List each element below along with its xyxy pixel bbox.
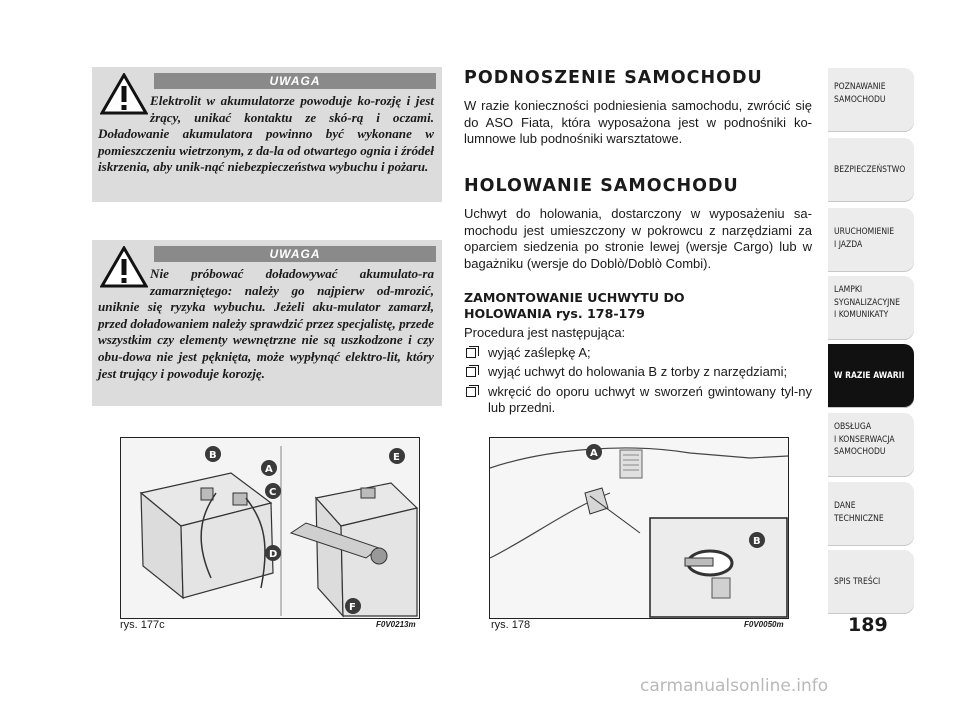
subsection-title (464, 290, 812, 321)
tab-obsluga-i-konserwacja[interactable]: OBSŁUGA I KONSERWACJA SAMOCHODU (828, 413, 914, 477)
checkbox-bullet-icon (466, 367, 476, 377)
marker-a (261, 460, 277, 476)
page-number: 189 (848, 614, 888, 636)
tab-uruchomienie-i-jazda[interactable]: URUCHOMIENIE I JAZDA (828, 208, 914, 272)
subsection-title-line2: HOLOWANIA rys. 178-179 (464, 305, 645, 321)
warning-box-frozen-battery (92, 240, 442, 406)
marker-a (586, 444, 602, 460)
svg-text:B: B (209, 450, 217, 461)
marker-b (749, 532, 765, 548)
subsection-title-line1: ZAMONTOWANIE UCHWYTU DO (464, 290, 685, 305)
procedure-steps (464, 345, 812, 417)
tab-spis-tresci[interactable]: SPIS TREŚCI (828, 550, 914, 614)
tab-lampki-sygnalizacyjne[interactable]: LAMPKI SYGNALIZACYJNE I KOMUNIKATY (828, 276, 914, 340)
svg-text:C: C (269, 487, 277, 498)
section-title: PODNOSZENIE SAMOCHODU (464, 68, 763, 88)
checkbox-bullet-icon (466, 387, 476, 397)
figure-code: F0V0050m (744, 620, 784, 629)
section-text: W razie konieczności podniesienia samochodu, zwrócić się do ASO Fiata, która wyposażona jest w podnośniki ko-lumnowe lub podnośniki warsztatowe. (464, 98, 812, 146)
svg-text:B: B (753, 536, 761, 547)
tab-dane-techniczne[interactable]: DANE TECHNICZNE (828, 482, 914, 546)
figure-caption: rys. 178 (491, 619, 531, 631)
warning-box-electrolyte (92, 67, 442, 202)
list-item: wkręcić do oporu uchwyt w sworzeń gwintowany tyl-ny lub przedni. (464, 384, 812, 417)
svg-text:D: D (269, 549, 278, 560)
svg-text:A: A (265, 464, 273, 475)
tab-poznawanie-samochodu[interactable]: POZNAWANIE SAMOCHODU (828, 68, 914, 132)
marker-f (345, 598, 361, 614)
list-item: wyjąć zaślepkę A; (464, 345, 812, 362)
marker-e (389, 448, 405, 464)
warning-text: Nie próbować doładowywać akumulato-ra zamarzniętego: należy go najpierw od-mrozić, uniknie się ryzyka wybuchu. Jeżeli aku-mulator zamarzł, przed doładowaniem należy sprawdzić przez specjalistę, przede wszystkim czy elementy wewnętrzne nie są uszkodzone i czy obu-dowa nie jest pęknięta, może wypłynąć elektro-lit, który jest trujący i powoduje korozję. (98, 266, 434, 381)
svg-text:E: E (393, 452, 400, 463)
marker-d (265, 545, 281, 561)
section-title: HOLOWANIE SAMOCHODU (464, 176, 739, 196)
procedure-intro: Procedura jest następująca: (464, 325, 626, 340)
figure-markers (121, 438, 419, 618)
marker-c (265, 483, 281, 499)
list-item: wyjąć uchwyt do holowania B z torby z narzędziami; (464, 364, 812, 381)
section-lifting (464, 68, 812, 148)
svg-text:F: F (349, 602, 356, 613)
watermark: carmanualsonline.info (640, 676, 829, 696)
section-towing (464, 176, 812, 420)
figure-tow-hook (489, 437, 789, 619)
warning-header: UWAGA (154, 246, 436, 262)
tab-bezpieczenstwo[interactable]: BEZPIECZEŃSTWO (828, 138, 914, 202)
section-text: Uchwyt do holowania, dostarczony w wyposażeniu sa-mochodu jest umieszczony w pokrowcu z narzędziami za oparciem siedzenia po stronie lewej (wersje Cargo) lub w bagażniku (wersje do Doblò/Doblò Combi). (464, 206, 812, 271)
figure-code: F0V0213m (376, 620, 416, 629)
figure-caption: rys. 177c (120, 619, 165, 631)
tab-w-razie-awarii[interactable]: W RAZIE AWARII (828, 344, 914, 408)
svg-text:A: A (590, 448, 598, 459)
figure-markers (490, 438, 788, 618)
warning-text: Elektrolit w akumulatorze powoduje ko-rozję i jest żrący, unikać kontaktu ze skó-rą i oczami. Doładowanie akumulatora powinno być wykonane w pomieszczeniu wietrzonym, z da-la od otwartego ognia i źródeł iskrzenia, aby unik-nąć niebezpieczeństwa wybuchu i pożaru. (98, 93, 434, 175)
warning-header: UWAGA (154, 73, 436, 89)
checkbox-bullet-icon (466, 348, 476, 358)
figure-battery-charging (120, 437, 420, 619)
marker-b (205, 446, 221, 462)
